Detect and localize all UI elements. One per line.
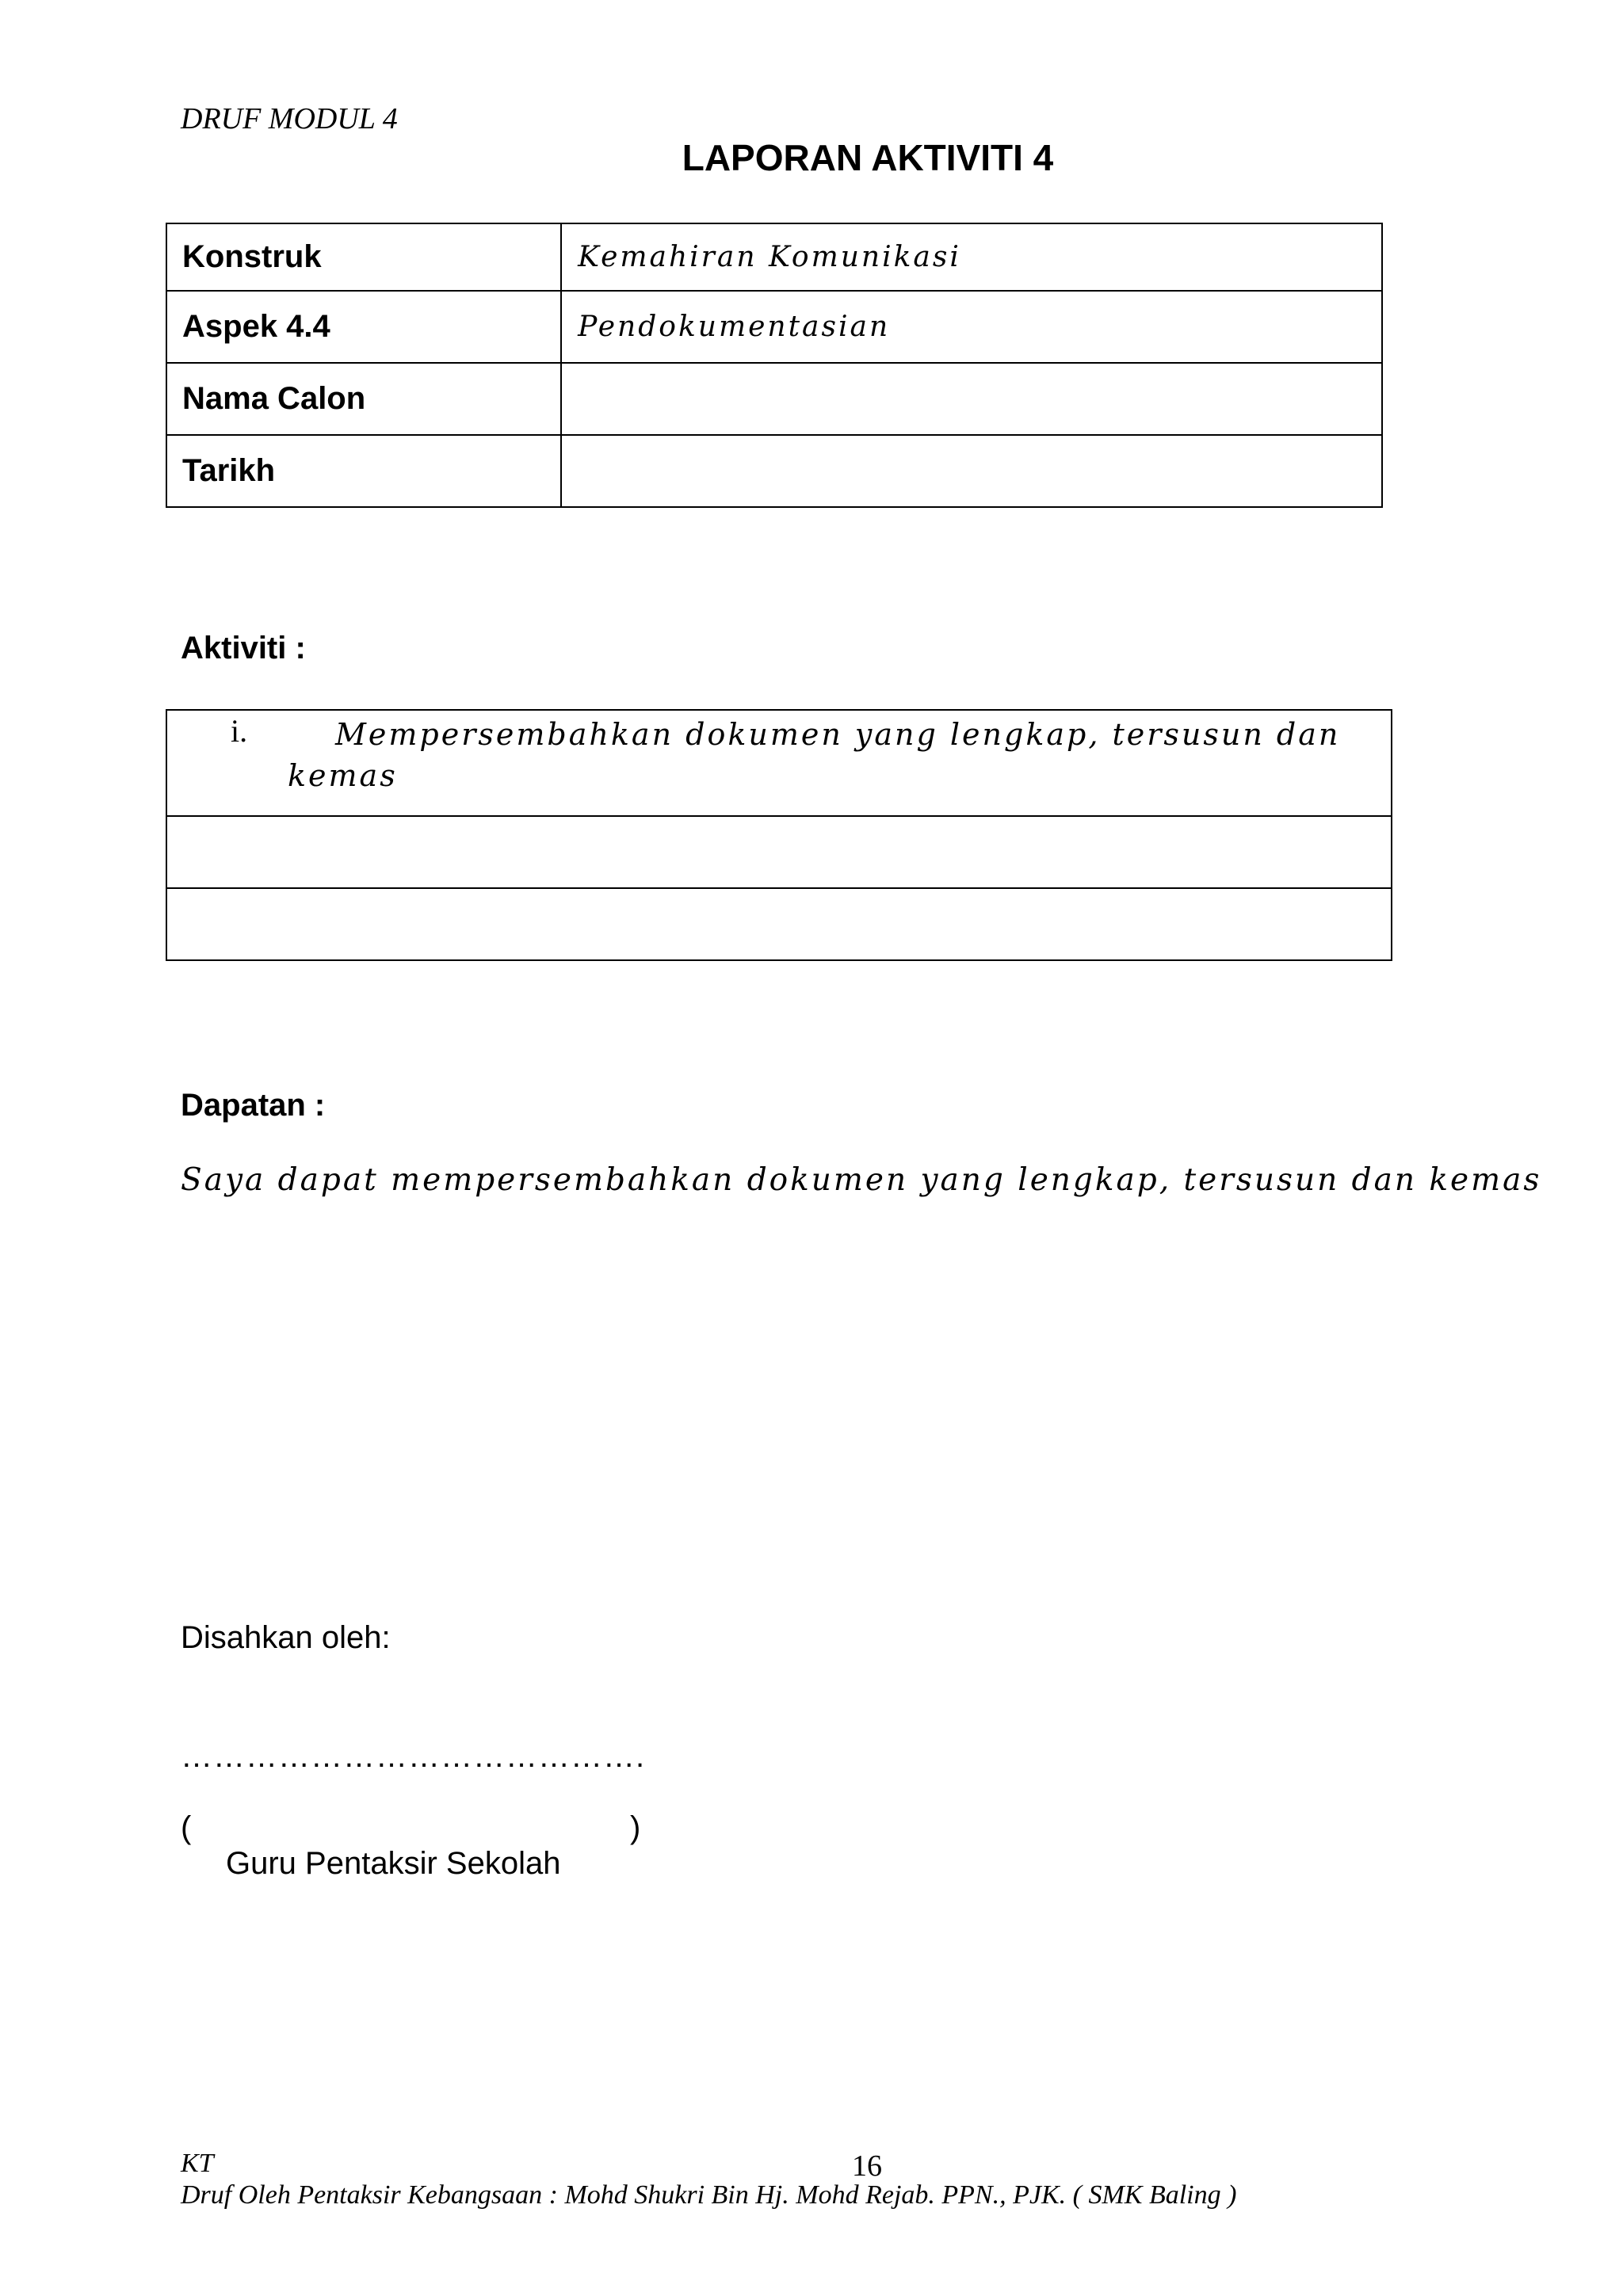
activity-empty-cell [166, 888, 1392, 960]
activity-heading: Aktiviti : [181, 631, 306, 666]
page-title: LAPORAN AKTIVITI 4 [682, 137, 1054, 178]
verified-by-label: Disahkan oleh: [181, 1620, 391, 1655]
footer-credit: Druf Oleh Pentaksir Kebangsaan : Mohd Shukri Bin Hj. Mohd Rejab. PPN., PJK. ( SMK Baling ) [181, 2180, 1237, 2210]
table-row [166, 291, 1382, 363]
info-table [166, 223, 1383, 508]
findings-text: Saya dapat mempersembahkan dokumen yang lengkap, tersusun dan kemas [181, 1162, 1542, 1198]
table-row [166, 363, 1382, 435]
info-label-konstruk: Konstruk [166, 223, 561, 291]
table-row [166, 710, 1392, 816]
info-label-aspek: Aspek 4.4 [166, 291, 561, 363]
info-label-nama-calon: Nama Calon [166, 363, 561, 435]
signer-name-close-paren: ) [630, 1810, 641, 1845]
info-value-aspek: Pendokumentasian [561, 291, 1382, 363]
footer-initials: KT [181, 2149, 214, 2178]
info-label-tarikh: Tarikh [166, 435, 561, 507]
info-value-nama-calon [561, 363, 1382, 435]
activity-table [166, 709, 1392, 961]
table-row [166, 816, 1392, 888]
table-row [166, 888, 1392, 960]
findings-heading: Dapatan : [181, 1088, 326, 1123]
activity-cell [166, 710, 1392, 816]
info-value-konstruk: Kemahiran Komunikasi [561, 223, 1382, 291]
table-row [166, 223, 1382, 291]
activity-empty-cell [166, 816, 1392, 888]
header-module-label: DRUF MODUL 4 [181, 102, 398, 135]
table-row [166, 435, 1382, 507]
signature-line: ……………………………………. [181, 1739, 646, 1774]
info-value-tarikh [561, 435, 1382, 507]
signer-name-open-paren: ( [181, 1810, 192, 1845]
page-number: 16 [852, 2149, 882, 2183]
signer-title: Guru Pentaksir Sekolah [226, 1846, 561, 1881]
activity-item-text: Mempersembahkan dokumen yang lengkap, tersusun dan kemas [288, 717, 1341, 793]
activity-item-number: i. [231, 713, 248, 749]
